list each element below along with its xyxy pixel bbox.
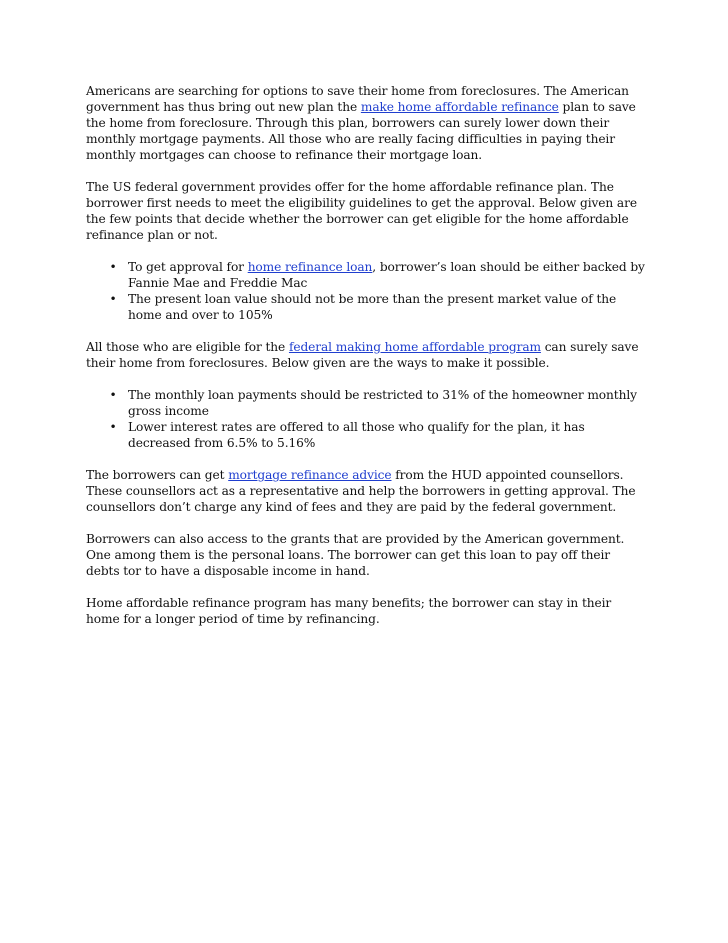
paragraph-counsellors-text-end: from the HUD appointed counsellors. These counsellors act as a representative and help the borrowers in getting approval. The counsellors don’t charge any kind of fees and they are paid by the federal government. — [86, 468, 636, 514]
ways-list — [86, 387, 646, 451]
eligibility-list — [86, 259, 646, 323]
list-item — [109, 419, 646, 451]
paragraph-intro-text-start: Americans are searching for options to save their home from foreclosures. The American government has thus bring out new plan the — [86, 84, 629, 114]
link-mortgage-refinance-advice[interactable]: mortgage refinance advice — [228, 468, 392, 482]
bullet-icon: • — [109, 420, 117, 434]
list-item-text: The present loan value should not be more than the present market value of the home and over to 105% — [128, 292, 617, 322]
paragraph-benefits: Home affordable refinance program has many benefits; the borrower can stay in their home for a longer period of time by refinancing. — [86, 596, 612, 626]
paragraph-federal-offer: The US federal government provides offer for the home affordable refinance plan. The borrower first needs to meet the eligibility guidelines to get the approval. Below given are the few points that decide whether the borrower can get eligible for the home affordable refinance plan or not. — [86, 180, 637, 242]
list-item — [109, 387, 646, 419]
paragraph-counsellors-text-start: The borrowers can get — [86, 468, 229, 482]
list-item — [109, 259, 646, 291]
paragraph-intro — [86, 83, 646, 163]
paragraph-eligible-text-start: All those who are eligible for the — [86, 340, 289, 354]
link-make-home-affordable-refinance[interactable]: make home affordable refinance — [360, 100, 559, 114]
paragraph-eligible-text-end: can surely save their home from foreclosures. Below given are the ways to make it possible. — [86, 340, 639, 370]
paragraph-eligible — [86, 339, 646, 371]
bullet-icon: • — [109, 388, 117, 402]
paragraph-intro-text-end: plan to save the home from foreclosure. Through this plan, borrowers can surely lower down their monthly mortgage payments. All those who are really facing difficulties in paying their monthly mortgages can choose to refinance their mortgage loan. — [86, 100, 636, 162]
list-item-text: Lower interest rates are offered to all those who qualify for the plan, it has decreased from 6.5% to 5.16% — [128, 420, 585, 450]
paragraph-counsellors — [86, 467, 646, 515]
bullet-icon: • — [109, 260, 117, 274]
link-federal-making-home-affordable-program[interactable]: federal making home affordable program — [288, 340, 541, 354]
list-item-text-end: , borrower’s loan should be either backed by Fannie Mae and Freddie Mac — [128, 260, 645, 290]
list-item-text: The monthly loan payments should be restricted to 31% of the homeowner monthly gross income — [128, 388, 637, 418]
list-item — [109, 291, 646, 323]
bullet-icon: • — [109, 292, 117, 306]
paragraph-grants: Borrowers can also access to the grants that are provided by the American government. One among them is the personal loans. The borrower can get this loan to pay off their debts tor to have a disposable income in hand. — [86, 532, 625, 578]
document-body — [86, 83, 646, 643]
list-item-text-start: To get approval for — [128, 260, 248, 274]
link-home-refinance-loan[interactable]: home refinance loan — [247, 260, 373, 274]
